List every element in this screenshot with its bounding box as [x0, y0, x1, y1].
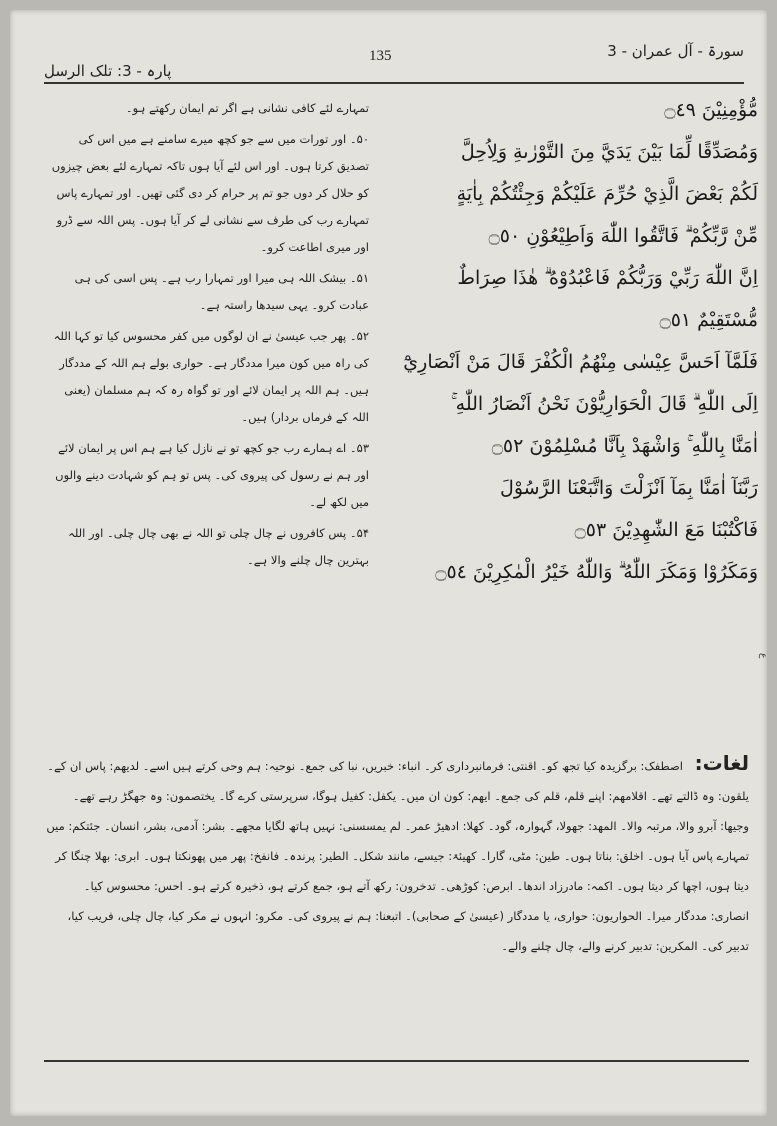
ruku-mark: ع	[758, 653, 768, 659]
arabic-line: مُّؤْمِنِيْنَ ۝٤٩	[664, 99, 758, 121]
arabic-line: وَمُصَدِّقًا لِّمَا بَيْنَ يَدَيَّ مِنَ التَّوْرٰىةِ وَلِاُحِلَّ	[460, 141, 758, 163]
arabic-verses	[398, 90, 758, 594]
translation-paragraph: ۵۱۔ بیشک اللہ ہی میرا اور تمہارا رب ہے۔ پس اسی کی ہی عبادت کرو۔ یہی سیدھا راستہ ہے۔	[74, 271, 369, 312]
arabic-line: فَلَمَّآ اَحَسَّ عِيْسٰى مِنْهُمُ الْكُفْرَ قَالَ مَنْ اَنْصَارِيْٓ	[403, 351, 758, 373]
arabic-line: مُّسْتَقِيْمٌ ۝٥١	[659, 309, 758, 331]
book-page	[10, 10, 767, 1116]
glossary-title: لغات:	[694, 751, 749, 775]
arabic-line: وَمَكَرُوْا وَمَكَرَ اللّٰهُ ۗ وَاللّٰهُ خَيْرُ الْمٰكِرِيْنَ ۝٥٤	[435, 561, 758, 583]
arabic-line: اٰمَنَّا بِاللّٰهِ ۚ وَاشْهَدْ بِاَنَّا مُسْلِمُوْنَ ۝٥٢	[491, 435, 758, 457]
page-header	[44, 32, 744, 80]
urdu-translation	[44, 95, 369, 578]
surah-title: سورۃ - آل عمران - 3	[607, 42, 744, 60]
arabic-line: اِنَّ اللّٰهَ رَبِّيْ وَرَبُّكُمْ فَاعْبُدُوْهُ ۗ هٰذَا صِرَاطٌ	[457, 267, 758, 289]
page-number: 135	[369, 48, 392, 64]
glossary-section	[44, 748, 749, 961]
arabic-line: مِّنْ رَّبِّكُمْ ۗ فَاتَّقُوا اللّٰهَ وَاَطِيْعُوْنِ ۝٥٠	[488, 225, 758, 247]
translation-paragraph: تمہارے لئے کافی نشانی ہے اگر تم ایمان رکھتے ہو۔	[125, 101, 369, 115]
translation-paragraph: ۵۳۔ اے ہمارے رب جو کچھ تو نے نازل کیا ہے ہم اس پر ایمان لائے اور ہم نے رسول کی پیروی کی۔ پس تو ہم کو شہادت دینے والوں میں لکھ لے۔	[55, 441, 369, 509]
translation-paragraph: ۵۴۔ پس کافروں نے چال چلی تو اللہ نے بھی چال چلی۔ اور اللہ بہترین چال چلنے والا ہے۔	[68, 526, 369, 567]
para-title: پارہ - 3: تلک الرسل	[44, 62, 172, 80]
arabic-line: فَاكْتُبْنَا مَعَ الشّٰهِدِيْنَ ۝٥٣	[574, 519, 758, 541]
translation-paragraph: ۵۲۔ پھر جب عیسیٰ نے ان لوگوں میں کفر محسوس کیا تو کہا اللہ کی راہ میں کون میرا مددگار ہے۔ حواری بولے ہم اللہ کے مددگار ہیں۔ ہم اللہ پر ایمان لائے اور تو گواہ رہ کہ ہم مسلمان (یعنی اللہ کے فرماں بردار) ہیں۔	[53, 329, 369, 424]
arabic-line: اِلَى اللّٰهِ ۗ قَالَ الْحَوَارِيُّوْنَ نَحْنُ اَنْصَارُ اللّٰهِ ۚ	[450, 393, 758, 415]
arabic-line: لَكُمْ بَعْضَ الَّذِيْ حُرِّمَ عَلَيْكُمْ وَجِئْتُكُمْ بِاٰيَةٍ	[456, 183, 758, 205]
glossary-text: اصطفک: برگزیدہ کیا تجھ کو۔ اقنتی: فرمانبرداری کر۔ انباء: خبریں، نبا کی جمع۔ نوحیہ: ہم وحی کرتے ہیں اسے۔ لدیھم: پاس ان کے۔ یلقون: وہ ڈالتے تھے۔ اقلامھم: اپنے قلم، قلم کی جمع۔ ایھم: کون ان میں۔ یکفل: کفیل ہوگا، سرپرستی کرے گا۔ یختصمون: وہ جھگڑ رہے تھے۔ وجیھا: آبرو والا، مرتبہ والا۔ المھد: جھولا، گہوارہ، گود۔ کھلا: ادھیڑ عمر۔ لم یمسسنی: نہیں ہاتھ لگایا مجھے۔ بشر: آدمی، بشر، انسان۔ جئتکم: میں تمہارے پاس آیا ہوں۔ اخلق: بناتا ہوں۔ طین: مٹی، گارا۔ کھیئۃ: جیسے، مانند شکل۔ الطیر: پرندہ۔ فانفخ: پھر میں پھونکتا ہوں۔ ابری: بھلا چنگا کر دیتا ہوں، اچھا کر دیتا ہوں۔ اکمہ: مادرزاد اندھا۔ ابرص: کوڑھی۔ تدخرون: رکھ آتے ہو، جمع کرتے ہو، ذخیرہ کرتے ہو۔ احس: محسوس کیا۔ انصاری: مددگار میرا۔ الحواریون: حواری، یا مددگار (عیسیٰ کے صحابی)۔ اتبعنا: ہم نے پیروی کی۔ مکرو: انہوں نے مکر کیا، چال چلی، فریب کیا، تدبیر کی۔ المکرین: تدبیر کرنے والے، چال چلنے والے۔	[46, 759, 749, 953]
header-divider	[44, 82, 744, 84]
footer-divider	[44, 1060, 749, 1062]
arabic-line: رَبَّنَآ اٰمَنَّا بِمَآ اَنْزَلْتَ وَاتَّبَعْنَا الرَّسُوْلَ	[500, 477, 758, 499]
translation-paragraph: ۵۰۔ اور تورات میں سے جو کچھ میرے سامنے ہے میں اس کی تصدیق کرتا ہوں۔ اور اس لئے آیا ہوں تاکہ تمہارے لئے بعض چیزوں کو حلال کر دوں جو تم پر حرام کر دی گئی تھیں۔ اور تمہارے پاس تمہارے رب کی طرف سے نشانی لے کر آیا ہوں۔ پس اللہ سے ڈرو اور میری اطاعت کرو۔	[51, 132, 369, 254]
